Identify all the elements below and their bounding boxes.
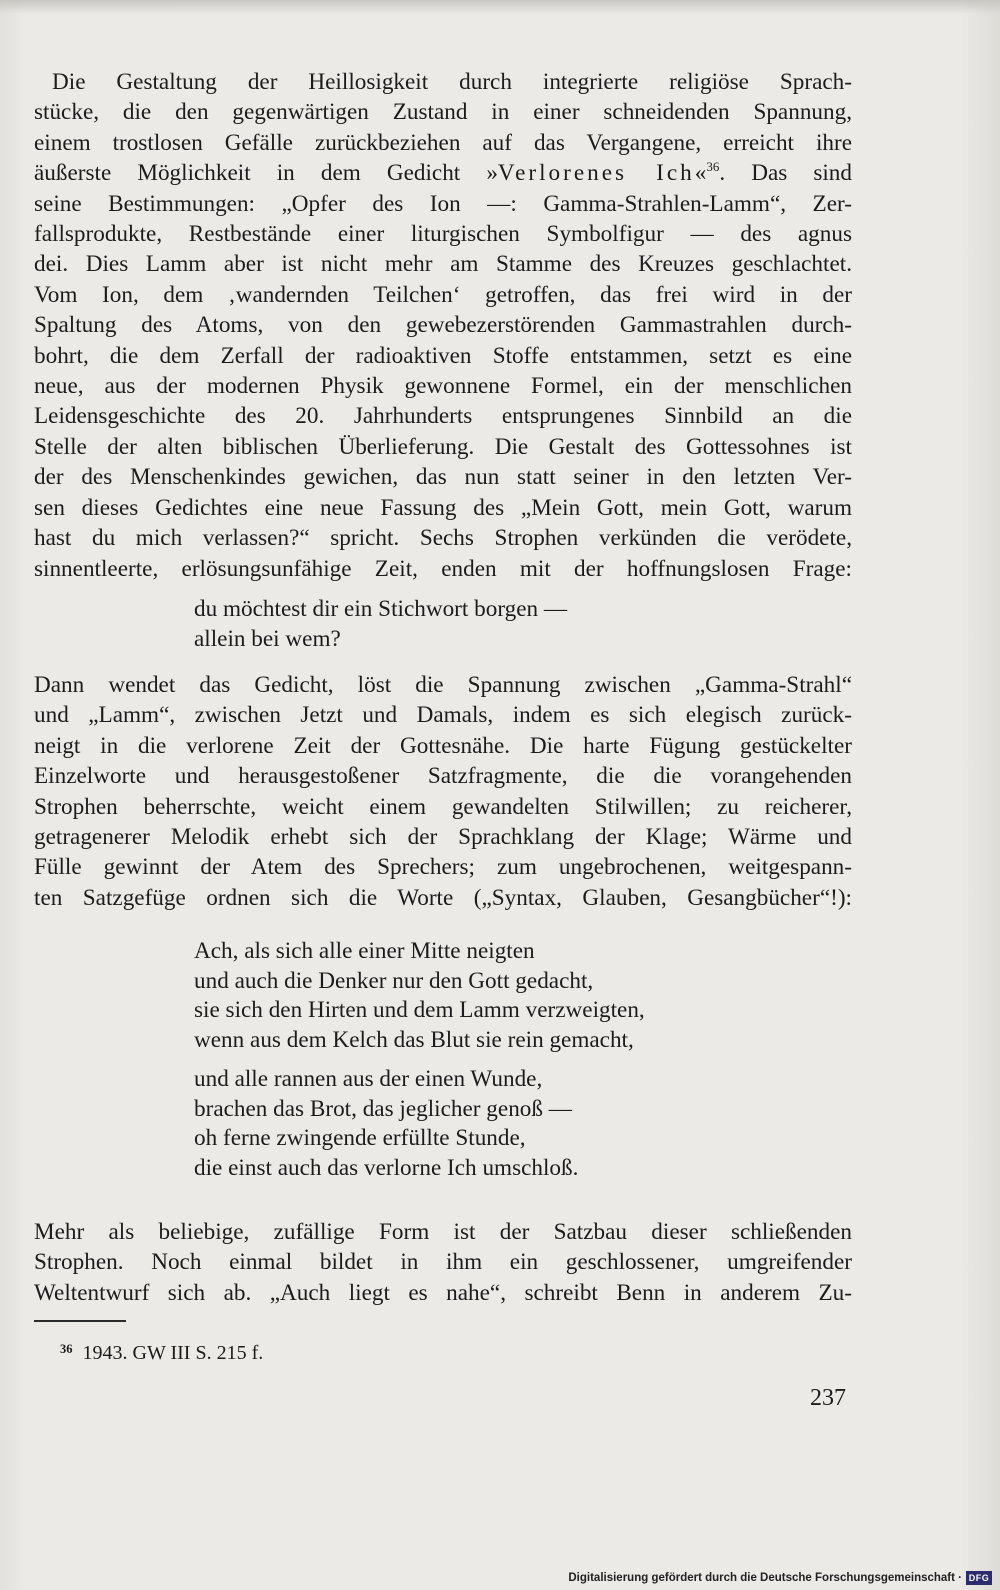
text-line: einem trostlosen Gefälle zurückbeziehen auf das Vergangene, erreicht ihre — [34, 129, 852, 156]
text-line: Mehr als beliebige, zufällige Form ist der Satzbau dieser schließenden — [34, 1219, 852, 1245]
text-line: und „Lamm“, zwischen Jetzt und Damals, indem es sich elegisch zurück- — [34, 702, 852, 729]
text-line: Weltentwurf sich ab. „Auch liegt es nahe“, schreibt Benn in anderem Zu- — [34, 1279, 852, 1306]
digitization-credit: Digitalisierung gefördert durch die Deutsche Forschungsgemeinschaft · — [568, 1572, 962, 1584]
verse-line: allein bei wem? — [194, 625, 341, 652]
verse-quote-3 — [194, 1065, 578, 1183]
verse-line: brachen das Brot, das jeglicher genoß — — [194, 1095, 572, 1122]
text-line: hast du mich verlassen?“ spricht. Sechs Strophen verkünden die verödete, — [34, 525, 852, 552]
text-line: bohrt, die dem Zerfall der radioaktiven Stoffe entstammen, setzt es eine — [34, 342, 852, 369]
paragraph-3 — [34, 1217, 852, 1308]
paragraph-2 — [34, 670, 852, 913]
text-line: Fülle gewinnt der Atem des Sprechers; zum ungebrochenen, weitgespann- — [34, 854, 852, 881]
verse-line: Ach, als sich alle einer Mitte neigten — [194, 938, 535, 964]
text-line: neigt in die verlorene Zeit der Gottesnähe. Die harte Fügung gestückelter — [34, 732, 852, 759]
text-line: dei. Dies Lamm aber ist nicht mehr am Stamme des Kreuzes geschlachtet. — [34, 251, 852, 278]
text-line: neue, aus der modernen Physik gewonnene Formel, ein der menschlichen — [34, 373, 852, 400]
text-line: Strophen beherrschte, weicht einem gewandelten Stilwillen; zu reicherer, — [34, 793, 852, 820]
text-line: der des Menschenkindes gewichen, das nun statt seiner in den letzten Ver- — [34, 464, 852, 491]
text-line: Die Gestaltung der Heillosigkeit durch integrierte religiöse Sprach- — [52, 69, 852, 95]
paragraph-1 — [34, 67, 852, 584]
text-line: Vom Ion, dem ‚wandernden Teilchen‘ getroffen, das frei wird in der — [34, 281, 852, 308]
text-line: sinnentleerte, erlösungsunfähige Zeit, enden mit der hoffnungslosen Frage: — [34, 555, 852, 582]
text-segment: äußerste Möglichkeit in dem Gedicht » — [34, 160, 498, 187]
page-number: 237 — [810, 1385, 846, 1411]
verse-quote-2 — [194, 937, 645, 1055]
text-line — [34, 158, 852, 188]
poem-title: Verlorenes Ich — [497, 160, 695, 187]
verse-line: und alle rannen aus der einen Wunde, — [194, 1066, 543, 1092]
footnote-text: 1943. GW III S. 215 f. — [82, 1342, 264, 1364]
text-segment: . Das sind — [719, 160, 852, 187]
text-line: getragenerer Melodik erhebt sich der Sprachklang der Klage; Wärme und — [34, 824, 852, 851]
verse-line: wenn aus dem Kelch das Blut sie rein gemacht, — [194, 1026, 634, 1053]
text-line: Stelle der alten biblischen Überlieferung. Die Gestalt des Gottessohnes ist — [34, 433, 852, 460]
footnote-divider — [34, 1320, 126, 1322]
text-line: seine Bestimmungen: „Opfer des Ion —: Gamma-Strahlen-Lamm“, Zer- — [34, 190, 852, 217]
text-line: Dann wendet das Gedicht, löst die Spannung zwischen „Gamma-Strahl“ — [34, 672, 852, 698]
text-line: Einzelworte und herausgestoßener Satzfragmente, die die vorangehenden — [34, 763, 852, 790]
verse-line: du möchtest dir ein Stichwort borgen — — [194, 596, 568, 622]
text-line: fallsprodukte, Restbestände einer liturgischen Symbolfigur — des agnus — [34, 221, 852, 248]
scan-shadow — [0, 0, 1000, 14]
verse-line: die einst auch das verlorne Ich umschloß. — [194, 1154, 579, 1181]
footnote-reference[interactable]: 36 — [706, 159, 720, 175]
text-line: Leidensgeschichte des 20. Jahrhunderts entsprungenes Sinnbild an die — [34, 403, 852, 430]
text-line: ten Satzgefüge ordnen sich die Worte („Syntax, Glauben, Gesangbücher“!): — [34, 884, 852, 911]
verse-line: und auch die Denker nur den Gott gedacht, — [194, 967, 594, 994]
dfg-logo-icon: DFG — [966, 1571, 992, 1585]
text-segment: « — [694, 160, 707, 187]
text-line: stücke, die den gegenwärtigen Zustand in einer schneidenden Spannung, — [34, 99, 852, 126]
footnote — [60, 1336, 263, 1366]
verse-line: sie sich den Hirten und dem Lamm verzweigten, — [194, 997, 645, 1023]
verse-quote-1 — [194, 595, 567, 654]
text-line: sen dieses Gedichtes eine neue Fassung des „Mein Gott, mein Gott, warum — [34, 494, 852, 521]
footnote-number: 36 — [60, 1342, 73, 1356]
text-line: Strophen. Noch einmal bildet in ihm ein geschlossener, umgreifender — [34, 1249, 852, 1276]
verse-line: oh ferne zwingende erfüllte Stunde, — [194, 1125, 526, 1151]
text-line: Spaltung des Atoms, von den gewebezerstörenden Gammastrahlen durch- — [34, 312, 852, 339]
